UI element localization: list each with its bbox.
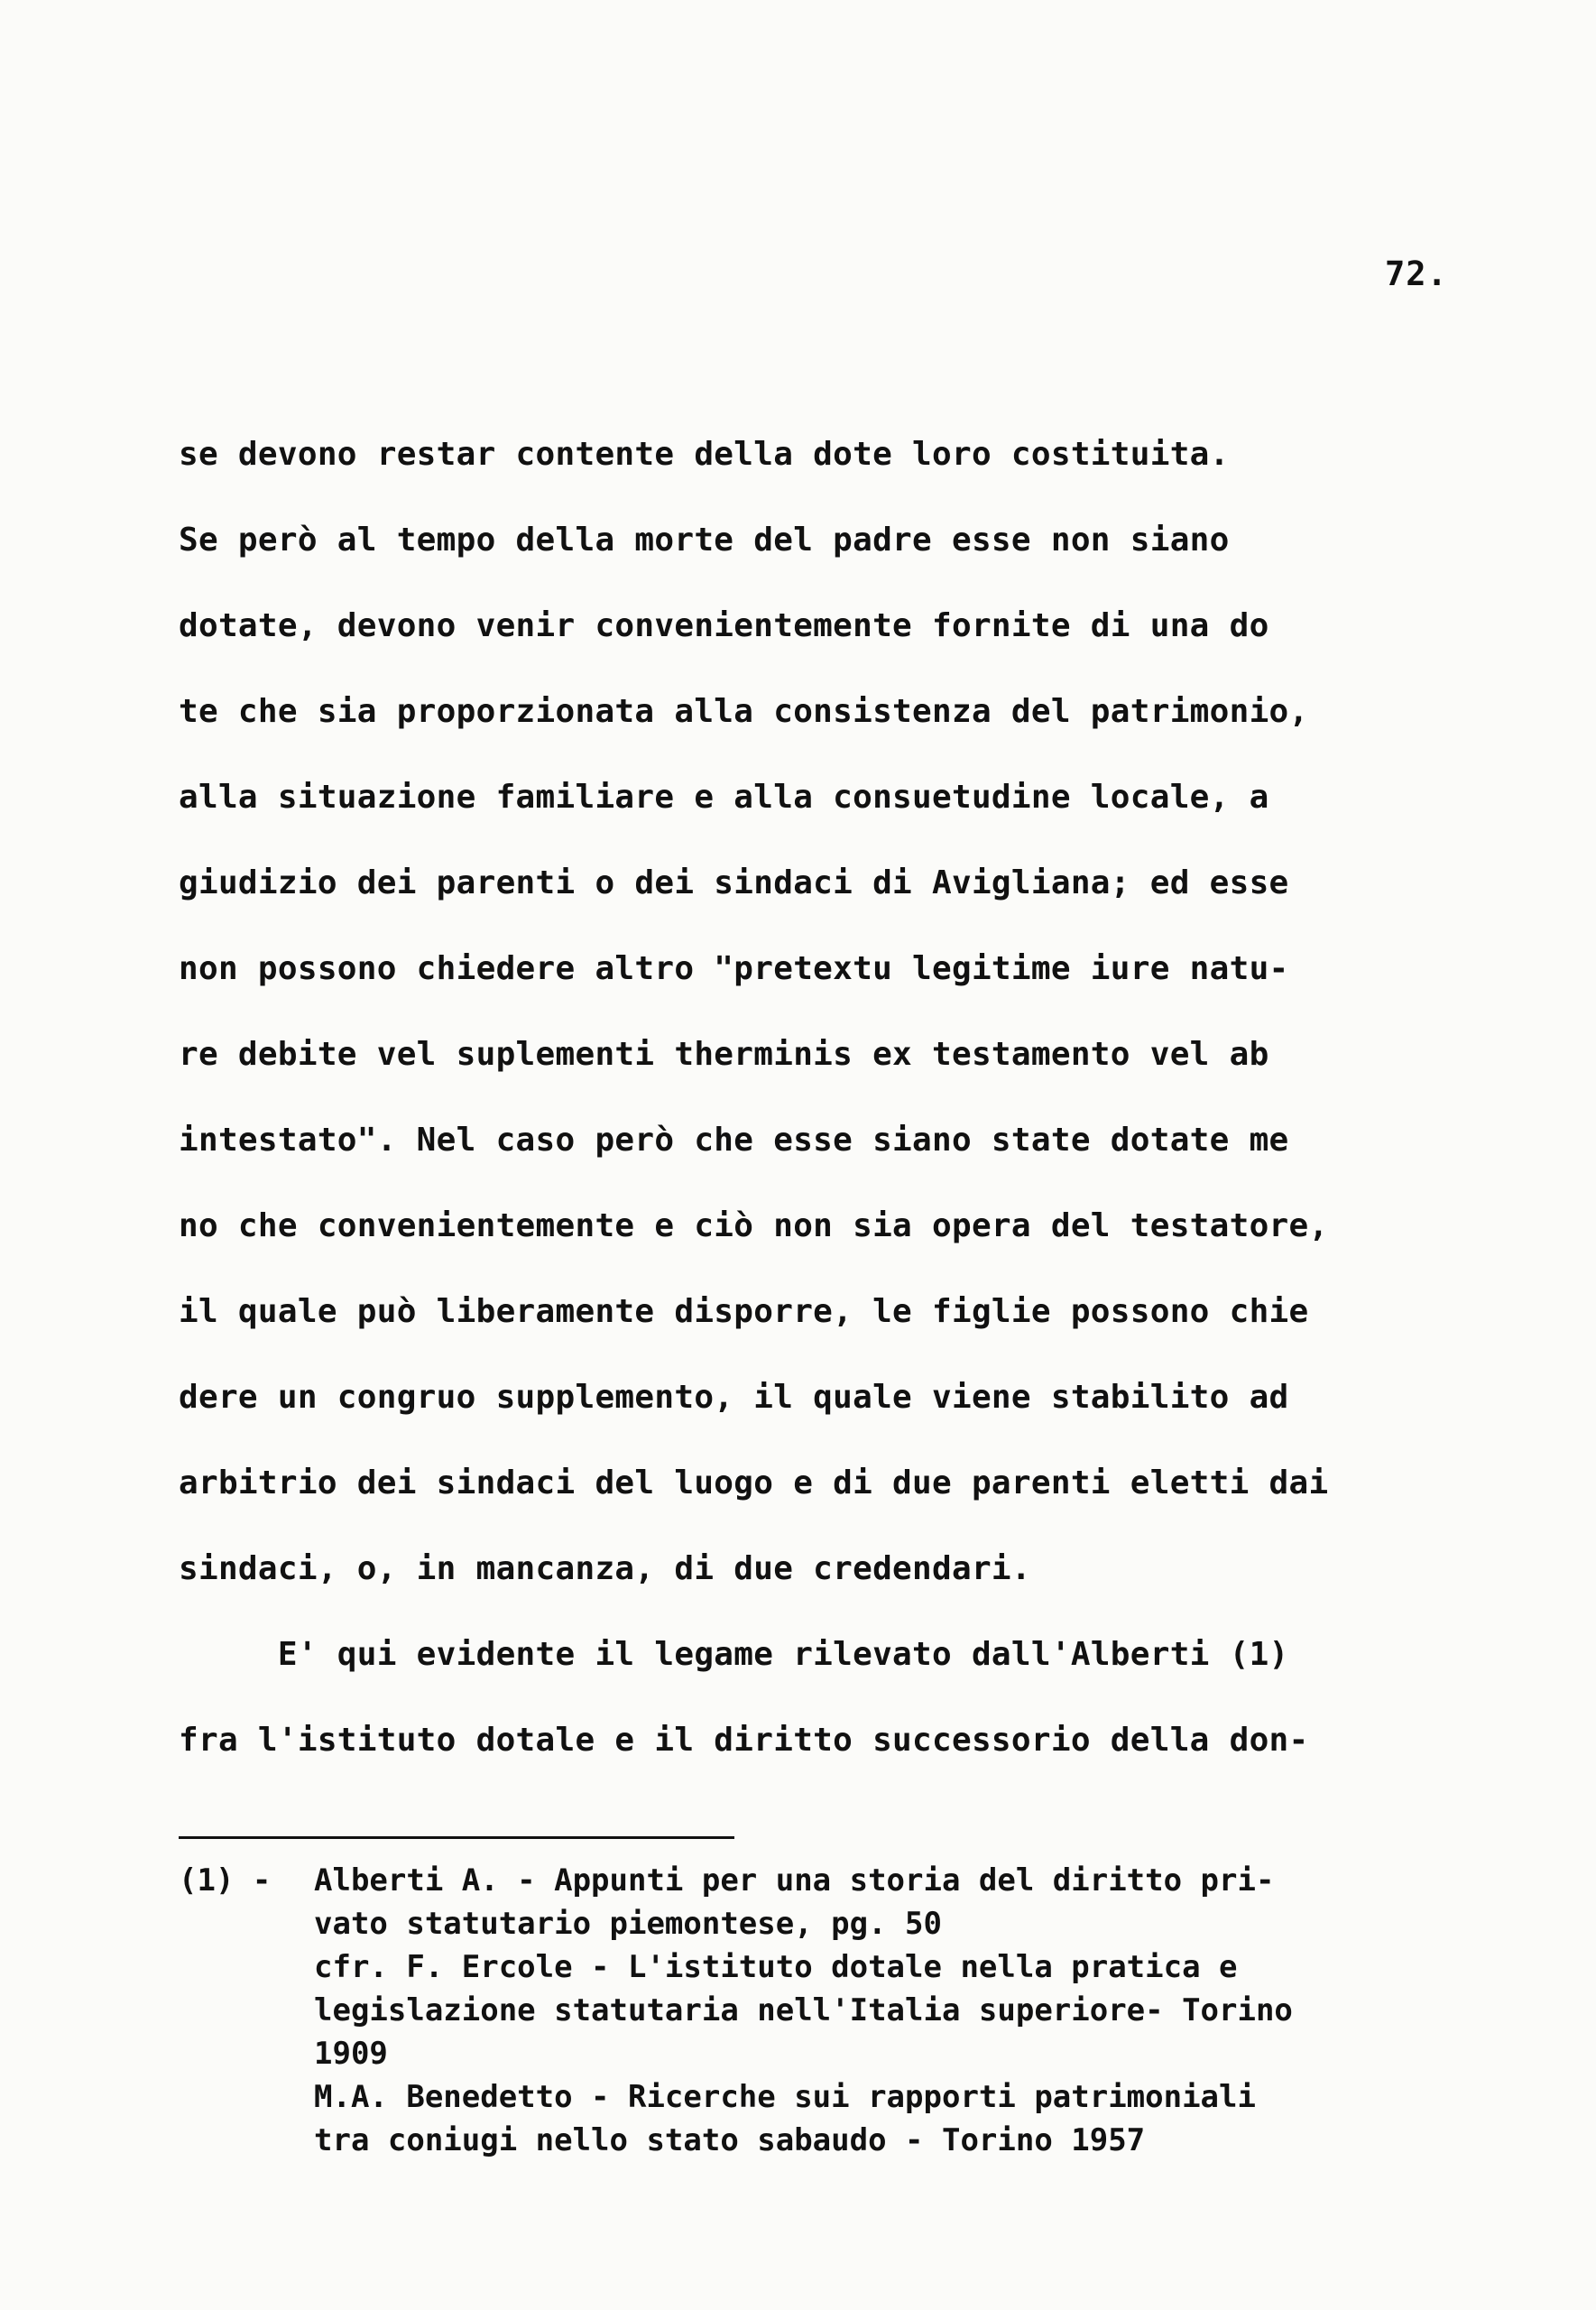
footnote-line: vato statutario piemontese, pg. 50 (314, 1906, 942, 1942)
body-line: se devono restar contente della dote loro costituita. (179, 436, 1230, 473)
footnote-line: cfr. F. Ercole - L'istituto dotale nella pratica e (314, 1949, 1238, 1985)
body-line: sindaci, o, in mancanza, di due credendari. (179, 1550, 1031, 1587)
body-line: giudizio dei parenti o dei sindaci di Avigliana; ed esse (179, 864, 1289, 901)
footnote-line (179, 1859, 1487, 1902)
footnote-text: Alberti A. - Appunti per una storia del diritto pri- (314, 1862, 1275, 1899)
body-line: dere un congruo supplemento, il quale viene stabilito ad (179, 1379, 1289, 1416)
body-line: E' qui evidente il legame rilevato dall'Alberti (1) (179, 1636, 1289, 1673)
body-line: re debite vel suplementi therminis ex testamento vel ab (179, 1036, 1269, 1073)
footnote-line: 1909 (314, 2036, 388, 2072)
footnote-divider (179, 1836, 734, 1839)
footnote-line: legislazione statutaria nell'Italia superiore- Torino (314, 1992, 1293, 2028)
page-number: 72. (1385, 254, 1448, 293)
body-line: intestato". Nel caso però che esse siano state dotate me (179, 1122, 1289, 1159)
footnote-marker: (1) - (179, 1862, 272, 1899)
body-line: alla situazione familiare e alla consuetudine locale, a (179, 779, 1269, 816)
body-line: no che convenientemente e ciò non sia opera del testatore, (179, 1207, 1329, 1244)
body-line: arbitrio dei sindaci del luogo e di due parenti eletti dai (179, 1465, 1329, 1502)
footnote-line: M.A. Benedetto - Ricerche sui rapporti patrimoniali (314, 2079, 1256, 2115)
body-text (179, 428, 1478, 1799)
body-line: non possono chiedere altro "pretextu legitime iure natu- (179, 950, 1289, 987)
footnote (179, 1859, 1487, 2162)
footnote-line: tra coniugi nello stato sabaudo - Torino 1957 (314, 2122, 1146, 2158)
body-line: Se però al tempo della morte del padre esse non siano (179, 522, 1230, 559)
body-line: il quale può liberamente disporre, le figlie possono chie (179, 1293, 1309, 1330)
body-line: fra l'istituto dotale e il diritto successorio della don- (179, 1722, 1309, 1759)
body-line: te che sia proporzionata alla consistenza del patrimonio, (179, 693, 1309, 730)
body-line: dotate, devono venir convenientemente fornite di una do (179, 607, 1269, 644)
